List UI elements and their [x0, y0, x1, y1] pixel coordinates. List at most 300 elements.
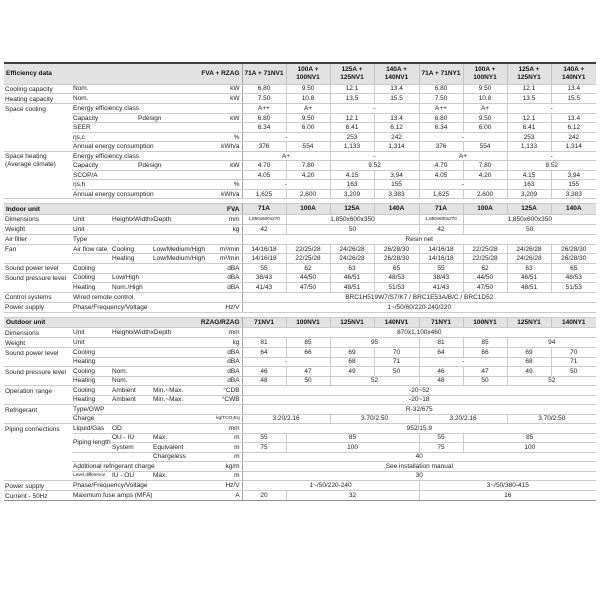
table-row: [4, 123, 596, 133]
value-cell: 870x1,100x460: [242, 328, 596, 338]
value-cell: 62: [463, 263, 507, 273]
value-cell: 1~/50/60/220-240/220: [242, 302, 596, 312]
column-header: 140NY1: [551, 317, 596, 328]
row-sub-label: Energy efficiency class: [72, 151, 193, 161]
value-cell: Resin net: [242, 234, 596, 244]
table-row: [4, 471, 596, 481]
model-code: FVA: [193, 204, 242, 215]
value-cell: -: [419, 357, 507, 367]
row-sub-label: Min.~Max.: [152, 395, 193, 405]
value-cell: 1,625: [242, 189, 286, 199]
row-sub-label: Unit: [72, 224, 193, 234]
unit-label: A: [193, 491, 242, 501]
row-sub-label: [72, 254, 111, 264]
value-cell: 49: [507, 367, 551, 377]
value-cell: 253: [330, 132, 374, 142]
value-cell: -: [330, 151, 419, 161]
table-row: [4, 142, 596, 152]
value-cell: 3.94: [374, 170, 419, 180]
value-cell: 9.52: [507, 161, 596, 171]
value-cell: 376: [419, 142, 463, 152]
value-cell: -: [242, 180, 330, 190]
section-title: Outdoor unit: [4, 317, 193, 328]
column-header: 140A + 140NY1: [551, 63, 596, 84]
row-sub-label: Liquid/Gas: [72, 424, 111, 434]
unit-label: kg: [193, 338, 242, 348]
unit-label: kW: [193, 94, 242, 104]
value-cell: 6.80: [242, 113, 286, 123]
value-cell: 22/25/28: [463, 254, 507, 264]
table-row: [4, 180, 596, 190]
value-cell: 10.8: [286, 94, 330, 104]
row-group-label: Sound pressure level: [4, 367, 72, 386]
row-sub-label: HeightxWidthxDepth: [111, 214, 193, 224]
value-cell: A+: [286, 104, 330, 114]
value-cell: 70: [551, 348, 596, 358]
value-cell: 50: [374, 367, 419, 377]
column-header: 100A + 100NY1: [463, 63, 507, 84]
value-cell: 63: [330, 263, 374, 273]
row-sub-label: Cooling: [72, 348, 193, 358]
value-cell: 7.80: [463, 161, 507, 171]
column-header: 125A: [507, 204, 551, 215]
value-cell: 71: [374, 357, 419, 367]
value-cell: 24/26/28: [330, 254, 374, 264]
table-row: [4, 302, 596, 312]
section-outdoor-unit: [4, 317, 596, 501]
value-cell: 47: [286, 367, 330, 377]
table-row: [4, 104, 596, 114]
row-group-label: Weight: [4, 224, 72, 234]
value-cell: 12.1: [330, 113, 374, 123]
row-sub-label: Low/High: [111, 273, 193, 283]
value-cell: 2,600: [286, 189, 330, 199]
value-cell: 24/26/28: [507, 244, 551, 254]
value-cell: R-32/675: [242, 405, 596, 415]
table-row: [4, 94, 596, 104]
unit-label: kg/m: [193, 462, 242, 472]
value-cell: 9.50: [286, 84, 330, 94]
value-cell: 85: [286, 338, 330, 348]
row-sub-label: IU - OU: [111, 471, 152, 481]
value-cell: 85: [463, 338, 507, 348]
column-header: 71A + 71NV1: [242, 63, 286, 84]
table-row: [4, 214, 596, 224]
value-cell: 6.34: [242, 123, 286, 133]
row-sub-label: ηs,h: [72, 180, 193, 190]
column-header: 71A + 71NY1: [419, 63, 463, 84]
value-cell: 6.80: [419, 113, 463, 123]
table-row: [4, 424, 596, 434]
row-sub-label: Piping length: [72, 433, 111, 452]
row-sub-label: Phase/Frequency/Voltage: [72, 481, 193, 491]
unit-label: m: [193, 452, 242, 462]
value-cell: 4.70: [242, 161, 286, 171]
unit-label: %: [193, 132, 242, 142]
unit-label: dBA: [193, 376, 242, 386]
value-cell: 51/53: [551, 283, 596, 293]
value-cell: 46: [242, 367, 286, 377]
value-cell: -: [507, 151, 596, 161]
table-row: [4, 452, 596, 462]
value-cell: 26/28/30: [374, 254, 419, 264]
spec-table-root: [0, 62, 600, 505]
row-sub-label: Low/Medium/High: [153, 255, 206, 263]
value-cell: 6.00: [463, 123, 507, 133]
unit-label: kWh/a: [193, 189, 242, 199]
column-header: 71A: [419, 204, 463, 215]
value-cell: 50: [286, 376, 330, 386]
value-cell: 13.4: [551, 84, 596, 94]
row-sub-label: Cooling: [111, 244, 152, 254]
value-cell: 1,133: [507, 142, 551, 152]
column-header: 71A: [242, 204, 286, 215]
unit-label: mm: [193, 424, 242, 434]
unit-label: °CDB: [193, 386, 242, 396]
column-header: 125A + 125NY1: [507, 63, 551, 84]
value-cell: 20: [242, 491, 286, 501]
value-cell: 7.80: [286, 161, 330, 171]
value-cell: 242: [551, 132, 596, 142]
value-cell: 3.20/2.16: [242, 414, 330, 424]
value-cell: 48/51: [330, 283, 374, 293]
table-row: [4, 386, 596, 396]
value-cell: 94: [507, 338, 596, 348]
row-sub-label: Level difference: [72, 471, 111, 481]
row-sub-label: Nom.: [111, 367, 193, 377]
value-cell: -20~18: [242, 395, 596, 405]
value-cell: 14/16/18: [242, 244, 286, 254]
value-cell: 7.50: [419, 94, 463, 104]
column-header: 140A: [374, 204, 419, 215]
column-header: 125NY1: [507, 317, 551, 328]
value-cell: 100: [286, 443, 419, 453]
row-sub-label: Charge: [72, 414, 193, 424]
table-row: [4, 283, 596, 293]
table-row: [4, 481, 596, 491]
value-cell: 952/15.9: [242, 424, 596, 434]
value-cell: 16: [419, 491, 596, 501]
value-cell: 14/16/18: [419, 254, 463, 264]
column-header: 140NV1: [374, 317, 419, 328]
column-header: 71NY1: [419, 317, 463, 328]
row-sub-label: Capacity: [72, 161, 111, 171]
value-cell: -: [330, 104, 419, 114]
unit-label: Hz/V: [193, 302, 242, 312]
unit-label: kWh/a: [193, 142, 242, 152]
value-cell: 13.5: [507, 94, 551, 104]
value-cell: 68: [330, 357, 374, 367]
column-header: 100A: [286, 204, 330, 215]
unit-label: kW: [193, 113, 242, 123]
value-cell: 242: [374, 132, 419, 142]
value-cell: 26/28/30: [551, 244, 596, 254]
row-sub-label: Max.: [152, 471, 193, 481]
value-cell: 46: [419, 367, 463, 377]
row-group-label: Dimensions: [4, 214, 72, 224]
row-group-label: Dimensions: [4, 328, 72, 338]
value-cell: -: [419, 180, 507, 190]
value-cell: 66: [463, 348, 507, 358]
table-row: [4, 328, 596, 338]
row-group-label: Piping connections: [4, 424, 72, 481]
row-sub-label: Ambient: [111, 386, 152, 396]
value-cell: 26/28/30: [551, 254, 596, 264]
table-row: [4, 84, 596, 94]
row-sub-label: Unit: [72, 338, 193, 348]
row-sub-label: Min.~Max.: [152, 386, 193, 396]
value-cell: A++: [419, 104, 463, 114]
row-sub-label: Capacity: [72, 113, 111, 123]
row-group-label: Fan: [4, 244, 72, 263]
row-sub-label: Annual energy consumption: [72, 142, 193, 152]
unit-label: kW: [193, 84, 242, 94]
value-cell: 40: [242, 452, 596, 462]
unit-label: dBA: [193, 263, 242, 273]
row-sub-label: Type/GWP: [72, 405, 193, 415]
value-cell: 26/28/30: [374, 244, 419, 254]
row-group-label: Operation range: [4, 386, 72, 405]
value-cell: 75: [419, 443, 463, 453]
value-cell: 49: [330, 367, 374, 377]
unit-label: [193, 234, 242, 244]
value-cell: 7.50: [242, 94, 286, 104]
value-cell: 95: [330, 338, 419, 348]
row-group-label: Sound power level: [4, 348, 72, 367]
value-cell: 81: [419, 338, 463, 348]
value-cell: 66: [286, 348, 330, 358]
value-cell: 4.15: [507, 170, 551, 180]
value-cell: 163: [507, 180, 551, 190]
value-cell: -: [242, 357, 330, 367]
value-cell: 4.05: [419, 170, 463, 180]
value-cell: 48: [419, 376, 463, 386]
value-cell: 47/50: [463, 283, 507, 293]
table-row: [4, 151, 596, 161]
table-row: [4, 348, 596, 358]
row-sub-label: Pdesign: [111, 161, 193, 171]
value-cell: 50: [463, 224, 596, 234]
value-cell: See installation manual: [242, 462, 596, 472]
value-cell: 42: [242, 224, 286, 234]
model-code: RZAG/RZAG: [193, 317, 242, 328]
value-cell: 81: [242, 338, 286, 348]
value-cell: 15.5: [551, 94, 596, 104]
value-cell: -: [242, 132, 330, 142]
row-group-label: Current - 50Hz: [4, 491, 72, 501]
value-cell: 50: [463, 376, 507, 386]
value-cell: 4.05: [242, 170, 286, 180]
unit-label: dBA: [193, 348, 242, 358]
row-group-label: Space cooling: [4, 104, 72, 152]
value-cell: 3,383: [551, 189, 596, 199]
table-row: [4, 395, 596, 405]
unit-label: [193, 405, 242, 415]
row-sub-label: Additional refrigerant charge: [72, 462, 193, 472]
row-sub-label: Heating: [111, 254, 152, 264]
table-row: [4, 161, 596, 171]
section-header-row: [4, 317, 596, 328]
value-cell: 24/26/28: [507, 254, 551, 264]
value-cell: A+: [242, 151, 330, 161]
unit-label: Hz/V: [193, 481, 242, 491]
value-cell: 50: [286, 224, 419, 234]
unit-label: °CWB: [193, 395, 242, 405]
value-cell: 3,383: [374, 189, 419, 199]
row-sub-label: Nom./High: [111, 283, 193, 293]
row-group-label: Sound pressure level: [4, 273, 72, 292]
value-cell: 50: [551, 367, 596, 377]
column-header: 125A + 125NV1: [330, 63, 374, 84]
value-cell: 24/26/28: [330, 244, 374, 254]
table-row: [4, 376, 596, 386]
value-cell: 64: [242, 348, 286, 358]
row-sub-label: Ambient: [111, 395, 152, 405]
table-row: [4, 414, 596, 424]
row-sub-label: Heating: [72, 283, 111, 293]
value-cell: 55: [242, 433, 286, 443]
unit-label: dBA: [193, 273, 242, 283]
value-cell: 69: [330, 348, 374, 358]
table-row: [4, 357, 596, 367]
value-cell: 47: [463, 367, 507, 377]
value-cell: 65: [551, 263, 596, 273]
row-sub-label: OU - IU: [111, 433, 152, 443]
value-cell: 6.34: [419, 123, 463, 133]
value-cell: 22/25/28: [286, 244, 330, 254]
row-sub-label: HeightxWidthxDepth: [111, 328, 193, 338]
value-cell: 6.80: [242, 84, 286, 94]
row-sub-label: SCOP/A: [72, 170, 193, 180]
value-cell: 3,209: [330, 189, 374, 199]
unit-label: [193, 104, 242, 114]
table-row: [4, 263, 596, 273]
table-row: [4, 132, 596, 142]
table-row: [4, 405, 596, 415]
unit-label: kW: [193, 161, 242, 171]
value-cell: 44/50: [286, 273, 330, 283]
value-cell: 1,850x600x270: [419, 214, 463, 224]
section-title: Indoor unit: [4, 204, 193, 215]
unit-label: mm: [193, 214, 242, 224]
value-cell: 3.70/2.50: [507, 414, 596, 424]
section-title: Efficiency data: [4, 63, 193, 84]
row-sub-label: Phase/Frequency/Voltage: [72, 302, 193, 312]
table-row: [4, 367, 596, 377]
table-row: [4, 462, 596, 472]
unit-label: m: [193, 433, 242, 443]
row-sub-label: Energy efficiency class: [72, 104, 193, 114]
row-sub-label: Equivalent: [152, 443, 193, 453]
value-cell: 46/51: [330, 273, 374, 283]
column-header: 100A: [463, 204, 507, 215]
row-group-label: Sound power level: [4, 263, 72, 273]
value-cell: 15.5: [374, 94, 419, 104]
value-cell: -: [419, 132, 507, 142]
section-indoor-unit: [4, 203, 596, 312]
value-cell: 1,314: [374, 142, 419, 152]
value-cell: 155: [374, 180, 419, 190]
value-cell: 6.41: [330, 123, 374, 133]
value-cell: 9.50: [463, 113, 507, 123]
table-row: [4, 113, 596, 123]
row-sub-label: ηs,c: [72, 132, 193, 142]
value-cell: 376: [242, 142, 286, 152]
table-row: [4, 433, 596, 443]
row-sub-label: Pdesign: [111, 113, 193, 123]
value-cell: 1,133: [330, 142, 374, 152]
value-cell: 71: [551, 357, 596, 367]
value-cell: 22/25/28: [463, 244, 507, 254]
row-sub-label: Unit: [72, 328, 111, 338]
value-cell: 22/25/28: [286, 254, 330, 264]
unit-label: dBA: [193, 367, 242, 377]
row-sub-label: Cooling: [72, 273, 111, 283]
value-cell: 12.1: [507, 84, 551, 94]
row-sub-label: Heating: [72, 395, 111, 405]
value-cell: 10.8: [463, 94, 507, 104]
value-cell: 68: [507, 357, 551, 367]
value-cell: 48: [242, 376, 286, 386]
unit-label: [193, 292, 242, 302]
unit-label: dBA: [193, 283, 242, 293]
value-cell: 30: [242, 471, 596, 481]
value-cell: 1,850x600x350: [286, 214, 419, 224]
row-group-label: Heating capacity: [4, 94, 72, 104]
value-cell: 55: [419, 433, 463, 443]
value-cell: 64: [419, 348, 463, 358]
row-group-label: Control systems: [4, 292, 72, 302]
value-cell: 4.70: [419, 161, 463, 171]
value-cell: 42: [419, 224, 463, 234]
value-cell: 163: [330, 180, 374, 190]
row-sub-label: SEER: [72, 123, 193, 133]
value-cell: 14/16/18: [242, 254, 286, 264]
table-row: [4, 338, 596, 348]
unit-label: kg: [193, 224, 242, 234]
unit-label: m³/min: [193, 244, 242, 254]
value-cell: 63: [507, 263, 551, 273]
column-header: 140A + 140NV1: [374, 63, 419, 84]
row-sub-label: Cooling: [72, 386, 111, 396]
value-cell: 12.1: [330, 84, 374, 94]
value-cell: 4.20: [286, 170, 330, 180]
unit-label: mm: [193, 328, 242, 338]
row-sub-label: Cooling: [72, 263, 193, 273]
value-cell: 1,625: [419, 189, 463, 199]
value-cell: 6.80: [419, 84, 463, 94]
value-cell: 9.50: [286, 113, 330, 123]
value-cell: 3.70/2.50: [330, 414, 419, 424]
column-header: 125NV1: [330, 317, 374, 328]
value-cell: 47/50: [286, 283, 330, 293]
value-cell: -20~52: [242, 386, 596, 396]
table-row: [4, 234, 596, 244]
value-cell: 32: [286, 491, 419, 501]
value-cell: 55: [419, 263, 463, 273]
value-cell: 46/51: [507, 273, 551, 283]
value-cell: 4.15: [330, 170, 374, 180]
value-cell: 52: [507, 376, 596, 386]
row-group-label: Weight: [4, 338, 72, 348]
unit-label: m: [193, 443, 242, 453]
row-group-label: Cooling capacity: [4, 84, 72, 94]
value-cell: 155: [551, 180, 596, 190]
value-cell: 48/51: [507, 283, 551, 293]
row-sub-label: Nom.: [111, 376, 193, 386]
value-cell: 9.52: [330, 161, 419, 171]
row-sub-label: Chargeless: [152, 452, 193, 462]
